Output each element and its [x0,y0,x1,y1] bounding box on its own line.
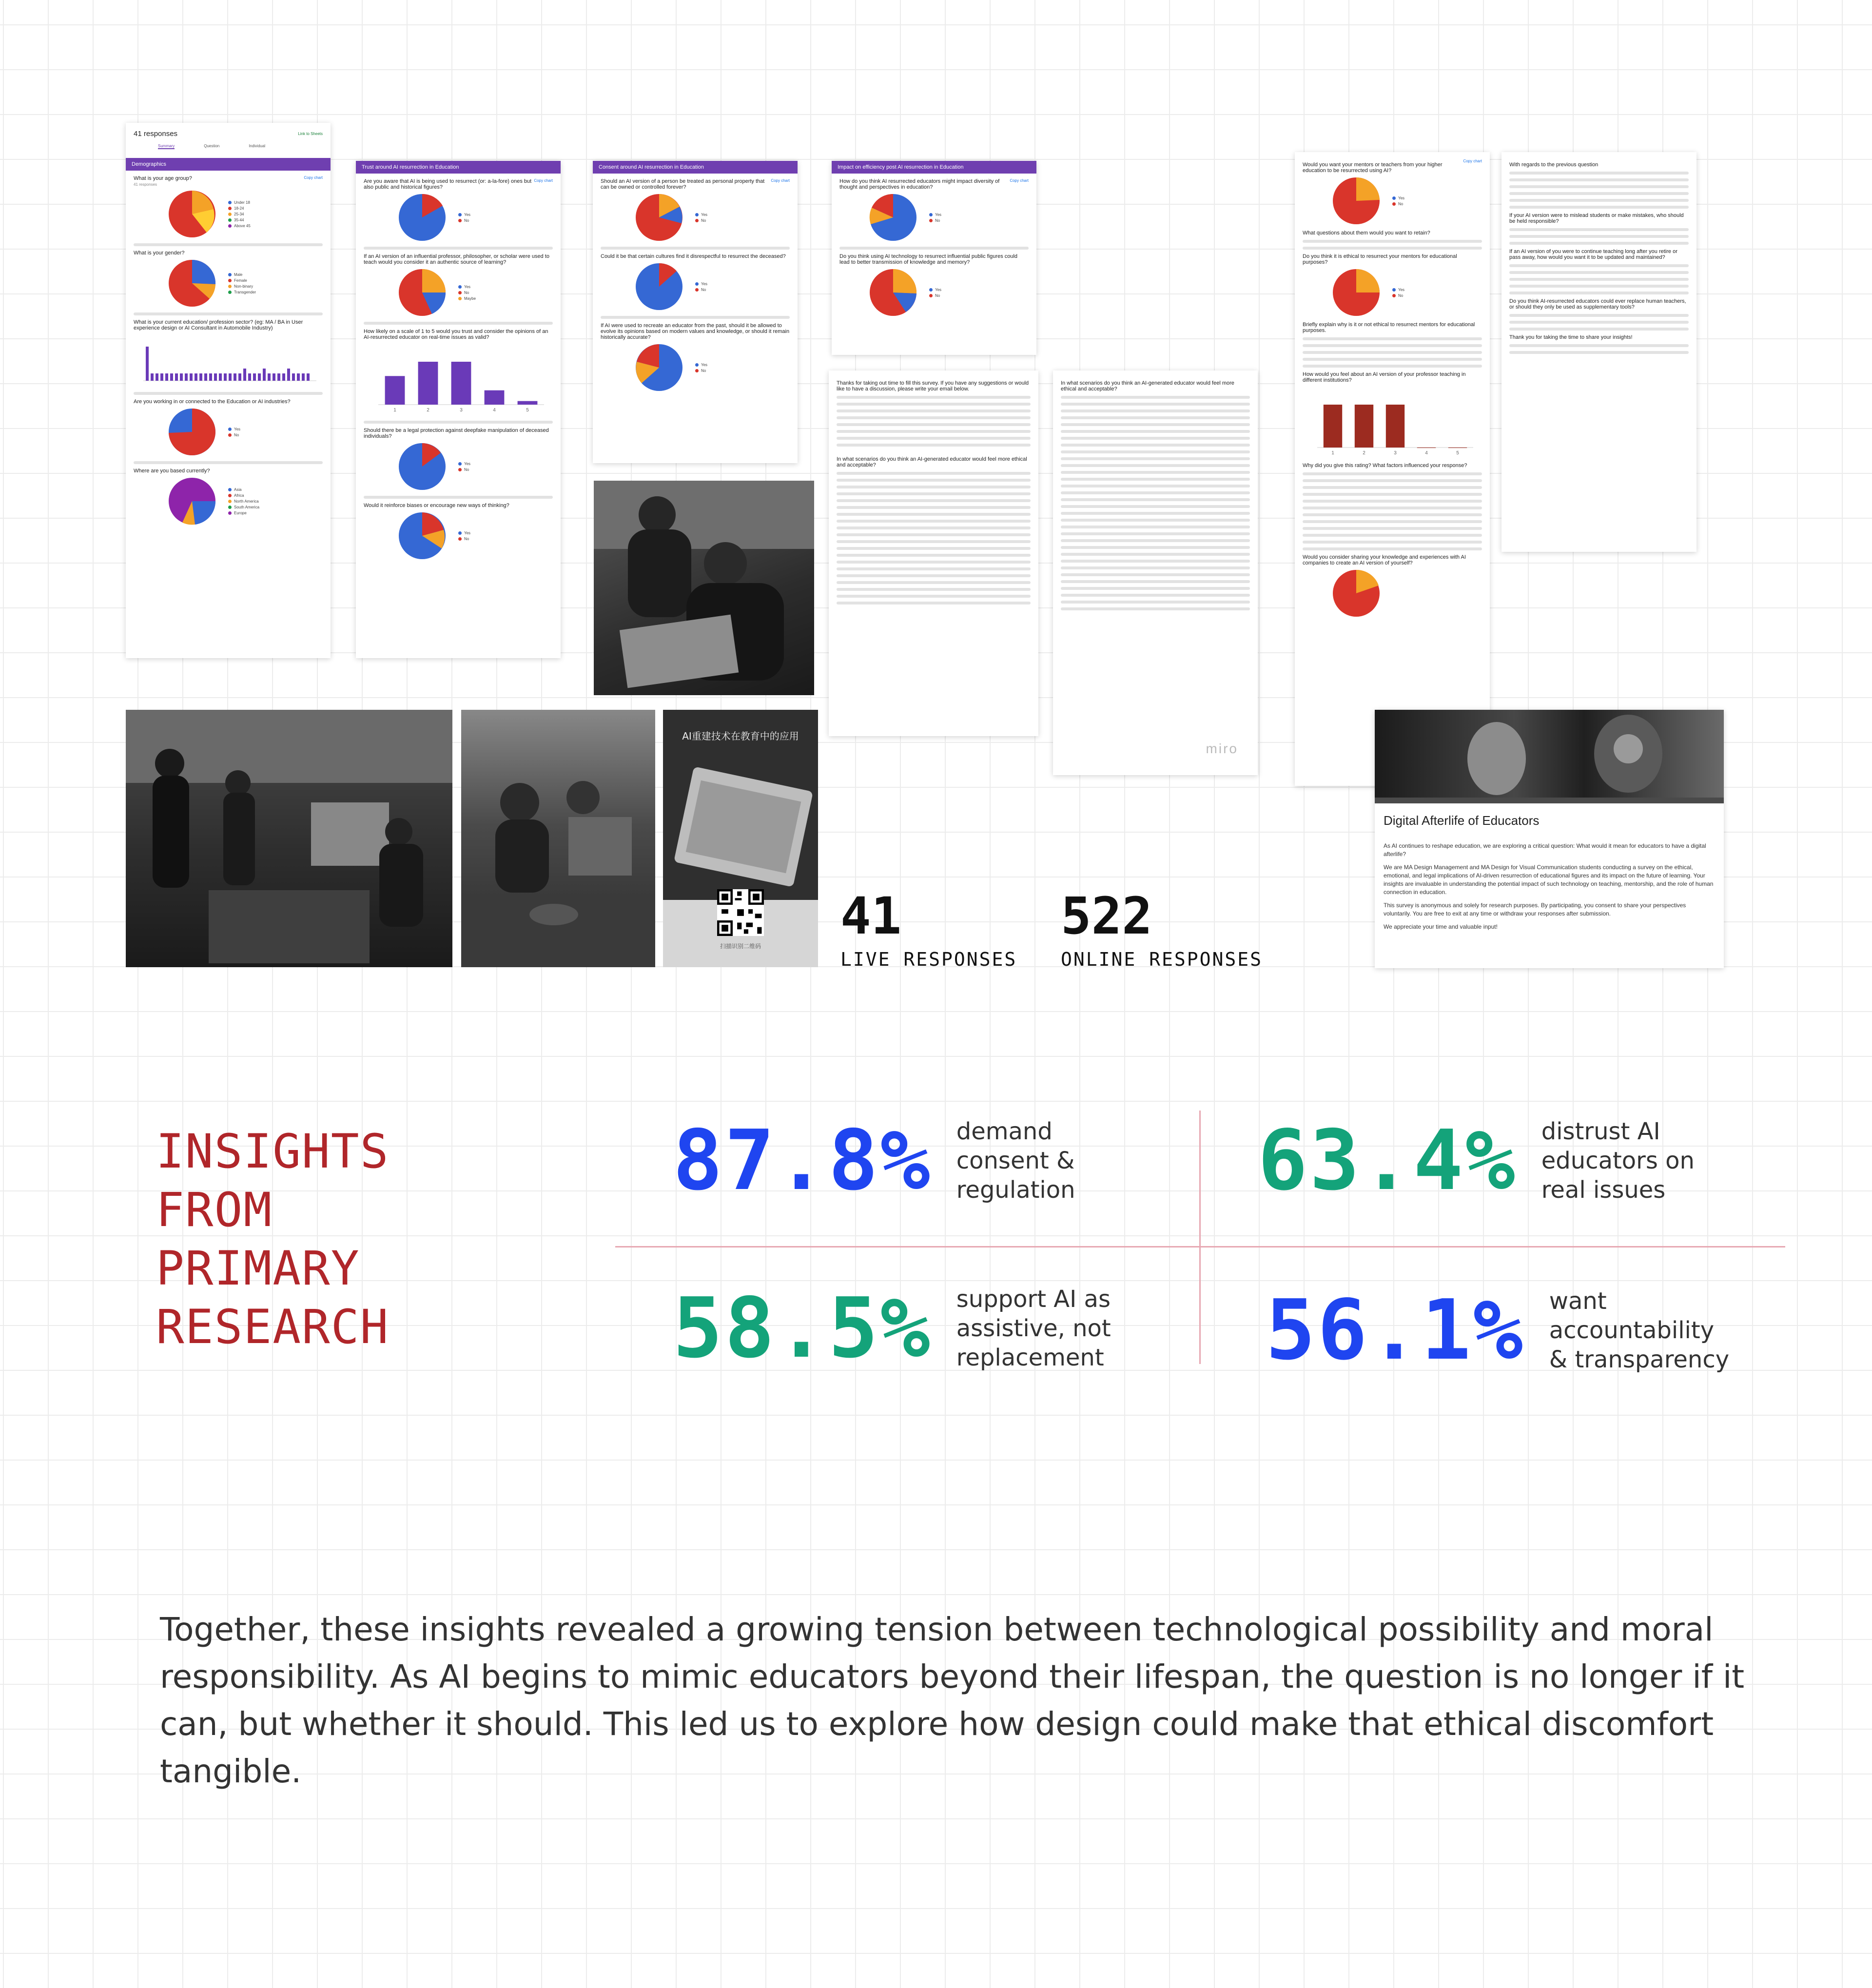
free-text-responses-card-miro [1053,370,1258,775]
copy-chart-button[interactable]: Copy chart [1463,159,1482,163]
question-text: Thank you for taking the time to share your insights! [1509,334,1633,340]
survey-intro-p1: As AI continues to reshape education, we are exploring a critical question: What would it mean for educators to have a digital afterlife? [1384,842,1706,858]
tick-label: 2 [1363,450,1365,456]
miro-logo: miro [1206,741,1238,756]
insight-item-assistive [673,1280,1111,1377]
tick-label: 4 [493,408,496,413]
qr-caption: 扫描识别二维码 [720,943,761,950]
insight-desc-line: support AI as [956,1286,1111,1313]
insight-desc-line: regulation [956,1176,1075,1204]
survey-summary-card-trust: Trust around AI resurrection in Education Copy chart Are you aware that AI is being used to resurrect (or: a-la-fore) ones but also public and historical figures? Yes No If an AI version of an influential professor, philosopher, or scholar were used to teach would you consider it an authentic source of learning? Yes No Maybe How likely on a scale of 1 to 5 would you trust and consider the opinions of an AI-resurrected educator on real-time issues as valid? 1 2 3 4 5 Should there be a legal protection against deepfake manipulation of deceased individuals? Yes No Would it reinforce biases or encourage new ways of thinking? Yes No [356,161,561,658]
responses-count: 41 responses [134,130,178,138]
question-text: If an AI version of you were to continue teaching long after you retire or pass away, how would you want it to be updated and maintained? [1509,249,1677,260]
header-image-art [1375,710,1724,798]
bar [1355,405,1373,448]
insight-desc-line: consent & [956,1147,1075,1174]
pie-chart [1332,569,1381,618]
copy-chart-button[interactable]: Copy chart [304,175,323,180]
insight-desc-line: real issues [1541,1176,1666,1204]
stat-label: LIVE RESPONSES [840,949,1017,970]
bar [485,390,505,405]
question-text: If an AI version of an influential professor, philosopher, or scholar were used to teach would you consider it an authentic source of learning? [364,253,549,265]
question-text: Are you working in or connected to the Education or AI industries? [134,399,291,405]
insight-desc-line: assistive, not [956,1315,1111,1342]
insight-item-consent [673,1112,1075,1209]
insights-heading-line: PRIMARY [156,1241,360,1296]
pie-chart [635,193,683,242]
tick-label: 4 [1425,450,1428,456]
photo-students-laptop-table [461,710,655,967]
question-text: What is your current education/ profession sector? (eg: MA / BA in User experience design or AI Consultant in Automobile Industry) [134,319,303,331]
paragraph-line: can, but whether it should. This led us to explore how design could make that ethical discomfort [160,1705,1714,1743]
paragraph-line: tangible. [160,1753,302,1790]
insight-desc-line: distrust AI [1541,1118,1660,1145]
pie-chart [398,268,447,317]
stat-online [1061,886,1263,970]
question-text: What is your age group? [134,175,192,181]
photo-silhouettes [126,710,452,967]
question-text: Thanks for taking out time to fill this survey. If you have any suggestions or would like to have a discussion, please write your email below. [837,380,1029,392]
question-text: Do you think AI-resurrected educators could ever replace human teachers, or should they only be used as supplementary tools? [1509,298,1686,310]
tick-label: 3 [1394,450,1397,456]
pie-chart [1332,176,1381,225]
pie-chart [168,477,216,526]
question-text: With regards to the previous question [1509,162,1599,168]
question-text: Why did you give this rating? What factors influenced your response? [1303,463,1467,468]
trust-rating-bar-chart [364,341,549,414]
pie-chart [398,511,447,560]
paragraph-line: responsibility. As AI begins to mimic educators beyond their lifespan, the question is no longer if it [160,1658,1745,1696]
insight-desc-line: educators on [1541,1147,1695,1174]
pie-chart [635,343,683,392]
header-image [1375,710,1724,798]
tick-label: 1 [393,408,396,413]
survey-poster [663,710,818,967]
insights-heading-line: INSIGHTS [156,1124,390,1179]
pie-chart [398,193,447,242]
question-text: If your AI version were to mislead students or make mistakes, who should be held responsible? [1509,213,1684,224]
question-text: Would it reinforce biases or encourage new ways of thinking? [364,503,509,508]
question-text: Do you think using AI technology to resurrect influential public figures could lead to better transmission of knowledge and memory? [839,253,1018,265]
copy-chart-button[interactable]: Copy chart [1010,178,1029,183]
bar [451,362,471,405]
tick-label: 1 [1331,450,1334,456]
section-banner: Demographics [126,158,331,171]
question-text: If AI were used to recreate an educator from the past, should it be allowed to evolve its opinions based on modern values and knowledge, or should it remain historically accurate? [601,323,790,340]
professor-rating-bar-chart [1303,384,1478,457]
insight-desc-line: accountability [1549,1317,1715,1344]
bar [1324,405,1342,448]
bar [1386,405,1404,448]
insight-percent: 58.5% [673,1280,932,1377]
question-text: What is your gender? [134,250,185,256]
poster-title: AI重建技术在教育中的应用 [682,730,799,742]
survey-summary-card-impact: Impact on efficiency post AI resurrection in Education Copy chart How do you think AI resurrected educators might impact diversity of thought and perspectives in education? Yes No Do you think using AI technology to resurrect influential public figures could lead to better transmission of knowledge and memory? Yes No [832,161,1036,355]
survey-summary-card-mentors: Copy chart Would you want your mentors or teachers from your higher education to be resurrected using AI? Yes No What questions about them would you want to retain? Do you think it is ethical to resurrect your mentors for educational purposes? Yes No Briefly explain why is it or not ethical to resurrect mentors for educational purposes. How would you feel about an AI version of your professor teaching in different institutions? 1 2 3 4 5 Why did you give this rating? What factors influenced your response? Would you consider sharing your knowledge and experiences with AI companies to create an AI version of yourself? [1295,152,1490,786]
question-text: Are you aware that AI is being used to resurrect (or: a-la-fore) ones but also public and historical figures? [364,178,532,190]
insights-heading-line: FROM [156,1183,273,1237]
free-text-responses-card [829,370,1038,736]
section-banner: Impact on efficiency post AI resurrection in Education [832,161,1036,174]
question-text: Would you want your mentors or teachers from your higher education to be resurrected using AI? [1303,162,1443,174]
photo-silhouettes [594,481,814,695]
question-text: How would you feel about an AI version of your professor teaching in different institutions? [1303,371,1466,383]
pie-chart [1332,268,1381,317]
photo-two-students-laptop [594,481,814,695]
pie-chart [869,193,917,242]
survey-text-answers-card [1502,152,1696,552]
copy-chart-button[interactable]: Copy chart [534,178,553,183]
insight-item-distrust [1258,1112,1695,1209]
pie-chart [168,408,216,456]
insight-desc-line: & transparency [1549,1346,1730,1373]
insight-desc-line: want [1549,1287,1607,1315]
paragraph-line: Together, these insights revealed a growing tension between technological possibility and moral [160,1611,1714,1648]
pie-chart [869,268,917,317]
stat-label: ONLINE RESPONSES [1061,949,1263,970]
insight-percent: 87.8% [673,1112,932,1209]
bar [518,401,538,405]
grid-divider-vertical [1199,1111,1201,1364]
insight-desc-line: demand [956,1118,1053,1145]
question-text: Do you think it is ethical to resurrect your mentors for educational purposes? [1303,253,1457,265]
sheets-link[interactable]: Link to Sheets [298,132,323,136]
tab-summary[interactable]: Summary [158,144,175,148]
insight-desc-line: replacement [956,1344,1104,1371]
tab-individual[interactable]: Individual [249,144,266,148]
question-text: Should an AI version of a person be treated as personal property that can be owned or controlled forever? [601,178,765,190]
pie-chart [168,259,216,308]
copy-chart-button[interactable]: Copy chart [771,178,790,183]
question-text: Where are you based currently? [134,468,210,474]
photo-silhouettes [461,710,655,967]
qr-code-icon[interactable] [717,889,764,936]
occupation-bar-chart [134,332,319,386]
tab-question[interactable]: Question [204,144,220,148]
conclusion-paragraph [160,1606,1744,1795]
survey-intro-p2: We are MA Design Management and MA Design for Visual Communication students conducting a survey on the ethical, emotional, and legal implications of AI-driven resurrection of educational figures and its impact on the future of learning. Your insights are invaluable in understanding the potential impact of such technology on teaching, mentorship, and the role of human connection in education. [1384,864,1714,896]
question-count: 41 responses [134,182,157,187]
survey-title: Digital Afterlife of Educators [1384,813,1540,828]
survey-intro-card [1375,710,1724,968]
pie-chart [398,442,447,491]
question-text: Could it be that certain cultures find it disrespectful to resurrect the deceased? [601,253,786,259]
photo-street-booth [126,710,452,967]
grid-divider-horizontal [615,1246,1785,1247]
stat-number: 522 [1061,886,1152,946]
stat-number: 41 [840,886,902,946]
tick-label: 3 [460,408,463,413]
tick-label: 5 [1456,450,1459,456]
survey-intro-p4: We appreciate your time and valuable input! [1384,923,1498,930]
question-text: How likely on a scale of 1 to 5 would you trust and consider the opinions of an AI-resurrected educator on real-time issues as valid? [364,329,548,340]
section-banner: Trust around AI resurrection in Education [356,161,561,174]
question-text: How do you think AI resurrected educators might impact diversity of thought and perspectives in education? [839,178,1000,190]
insight-percent: 63.4% [1258,1112,1517,1209]
question-text: Briefly explain why is it or not ethical to resurrect mentors for educational purposes. [1303,322,1475,333]
question-text: Would you consider sharing your knowledge and experiences with AI companies to create an AI version of yourself? [1303,554,1466,566]
question-text: In what scenarios do you think an AI-generated educator would feel more ethical and acceptable? [1061,380,1234,392]
insights-heading-line: RESEARCH [156,1300,390,1354]
insight-percent: 56.1% [1266,1282,1525,1379]
survey-summary-card-demographics: 41 responses Link to Sheets Summary Question Individual Demographics Copy chart What is your age group? 41 responses Under 18 18-24 25-34 35-44 Above 45 What is your gender? Male Female Non-binary Transgender What is your current education/ profession sector? (eg: MA / BA in User experience design or AI Consultant in Automobile Industry) Are you working in or connected to the Education or AI industries? Yes No Where are you based currently? Asia Africa North America South America Europe [126,123,331,658]
bar [385,376,405,405]
question-text: What questions about them would you want to retain? [1303,230,1430,236]
insights-heading [156,1122,389,1356]
tick-label: 2 [427,408,429,413]
insight-item-accountability [1266,1282,1729,1379]
survey-summary-card-consent: Consent around AI resurrection in Education Copy chart Should an AI version of a person be treated as personal property that can be owned or controlled forever? Yes No Could it be that certain cultures find it disrespectful to resurrect the deceased? Yes No If AI were used to recreate an educator from the past, should it be allowed to evolve its opinions based on modern values and knowledge, or should it remain historically accurate? Yes No [593,161,798,463]
pie-chart [168,190,216,238]
bar [418,362,438,405]
pie-chart [635,262,683,311]
survey-intro-p3: This survey is anonymous and solely for research purposes. By participating, you consent to share your perspectives voluntarily. You are free to exit at any time or withdraw your responses after submission. [1384,902,1686,917]
stat-live [840,886,1017,970]
section-banner: Consent around AI resurrection in Education [593,161,798,174]
question-text: Should there be a legal protection against deepfake manipulation of deceased individuals? [364,428,549,439]
tick-label: 5 [526,408,529,413]
question-text: In what scenarios do you think an AI-generated educator would feel more ethical and acceptable? [837,456,1027,468]
